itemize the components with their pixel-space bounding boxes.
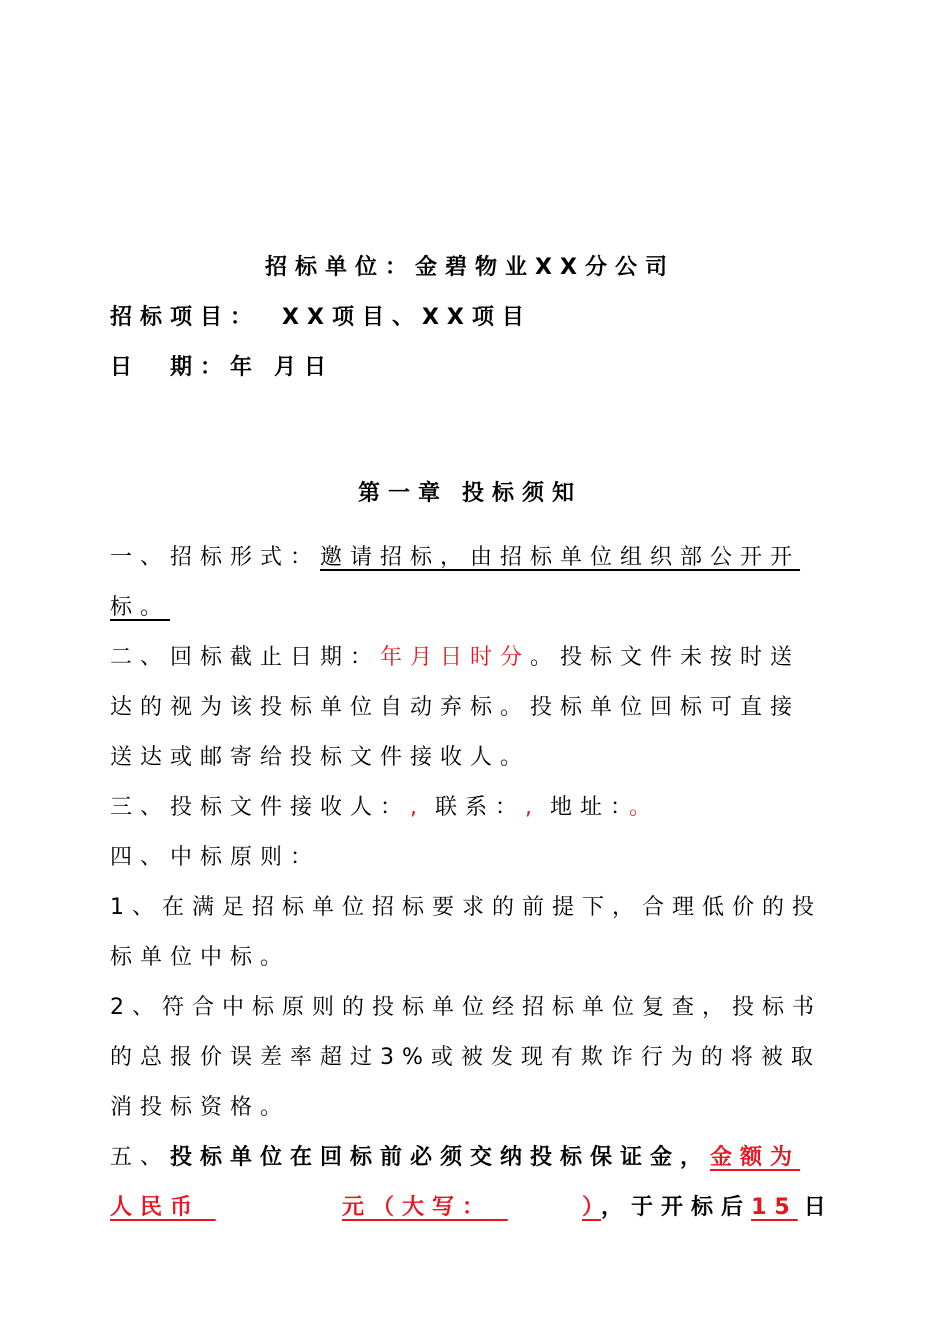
section-5-line-2 (110, 1193, 834, 1223)
section-4-item-2: 2、符合中标原则的投标单位经招标单位复查，投标书 (110, 995, 822, 1020)
section-4-item-2-line-3 (110, 1093, 830, 1123)
section-4-heading (110, 843, 830, 873)
section-5-label: 五、 (110, 1145, 171, 1170)
section-1-label: 一、招标形式： (110, 545, 321, 570)
section-5-day-unit: 日 (803, 1195, 834, 1220)
chapter-number: 第一章 (357, 481, 448, 506)
section-2-line-2 (110, 693, 830, 723)
section-4-item-1-line-1 (110, 893, 830, 923)
section-2-line-3 (110, 743, 830, 773)
deposit-yuan-label: 元（大写： (342, 1195, 493, 1220)
section-4-item-2-cont: 的总报价误差率超过3%或被发现有欺诈行为的将被取 (110, 1045, 821, 1070)
receiver-value: , (410, 795, 426, 820)
deposit-amount-label: 金额为 (710, 1145, 801, 1170)
date-label-part2: 期： (170, 355, 231, 380)
chapter-title: 投标须知 (462, 481, 583, 506)
deposit-currency: 人民币 (110, 1195, 201, 1220)
section-4-label: 四、中标原则： (110, 845, 321, 870)
refund-days: 15 (751, 1195, 798, 1220)
address-value: 。 (629, 795, 660, 820)
contact-value: , (525, 795, 541, 820)
section-4-item-1-cont: 标单位中标。 (110, 945, 291, 970)
section-2-label: 二、回标截止日期： (110, 645, 381, 670)
section-2-text-end: 送达或邮寄给投标文件接收人。 (110, 745, 531, 770)
section-4-item-1-line-2 (110, 943, 830, 973)
tender-project-value: XX项目、XX项目 (282, 305, 532, 330)
contact-label: 联系： (435, 795, 526, 820)
date-line (110, 353, 830, 383)
section-2-text: 。投标文件未按时送 (530, 645, 801, 670)
address-label: 地址： (550, 795, 630, 820)
section-1-text: 邀请招标，由招标单位组织部公开开 (320, 545, 801, 570)
section-3-line (110, 793, 830, 823)
chapter-heading (110, 479, 830, 509)
date-month-day: 月日 (274, 355, 335, 380)
date-year: 年 (230, 355, 261, 380)
section-5-text-cont: ，于开标后 (601, 1195, 752, 1220)
section-4-item-1: 1、在满足招标单位招标要求的前提下，合理低价的投 (110, 895, 822, 920)
section-5-text: 投标单位在回标前必须交纳投标保证金， (170, 1145, 711, 1170)
section-1-text-cont: 标。 (110, 595, 171, 620)
section-2-text-cont: 达的视为该投标单位自动弃标。投标单位回标可直接 (110, 695, 801, 720)
section-1-line-2 (110, 593, 830, 623)
section-4-item-2-line-2 (110, 1043, 830, 1073)
section-4-item-2-line-1 (110, 993, 830, 1023)
tender-unit-line (110, 253, 830, 283)
receiver-label: 三、投标文件接收人： (110, 795, 411, 820)
tender-unit-value: 金碧物业XX分公司 (415, 255, 675, 280)
tender-project-label: 招标项目： (110, 305, 261, 330)
tender-project-line (110, 303, 830, 333)
deposit-close-paren: ） (582, 1195, 602, 1220)
section-1-line-1 (110, 543, 830, 573)
date-label-part1: 日 (110, 355, 141, 380)
section-2-line-1 (110, 643, 830, 673)
section-5-line-1 (110, 1143, 830, 1173)
tender-unit-label: 招标单位： (265, 255, 416, 280)
section-4-item-2-end: 消投标资格。 (110, 1095, 291, 1120)
deadline-placeholder: 年月日时分 (380, 645, 531, 670)
